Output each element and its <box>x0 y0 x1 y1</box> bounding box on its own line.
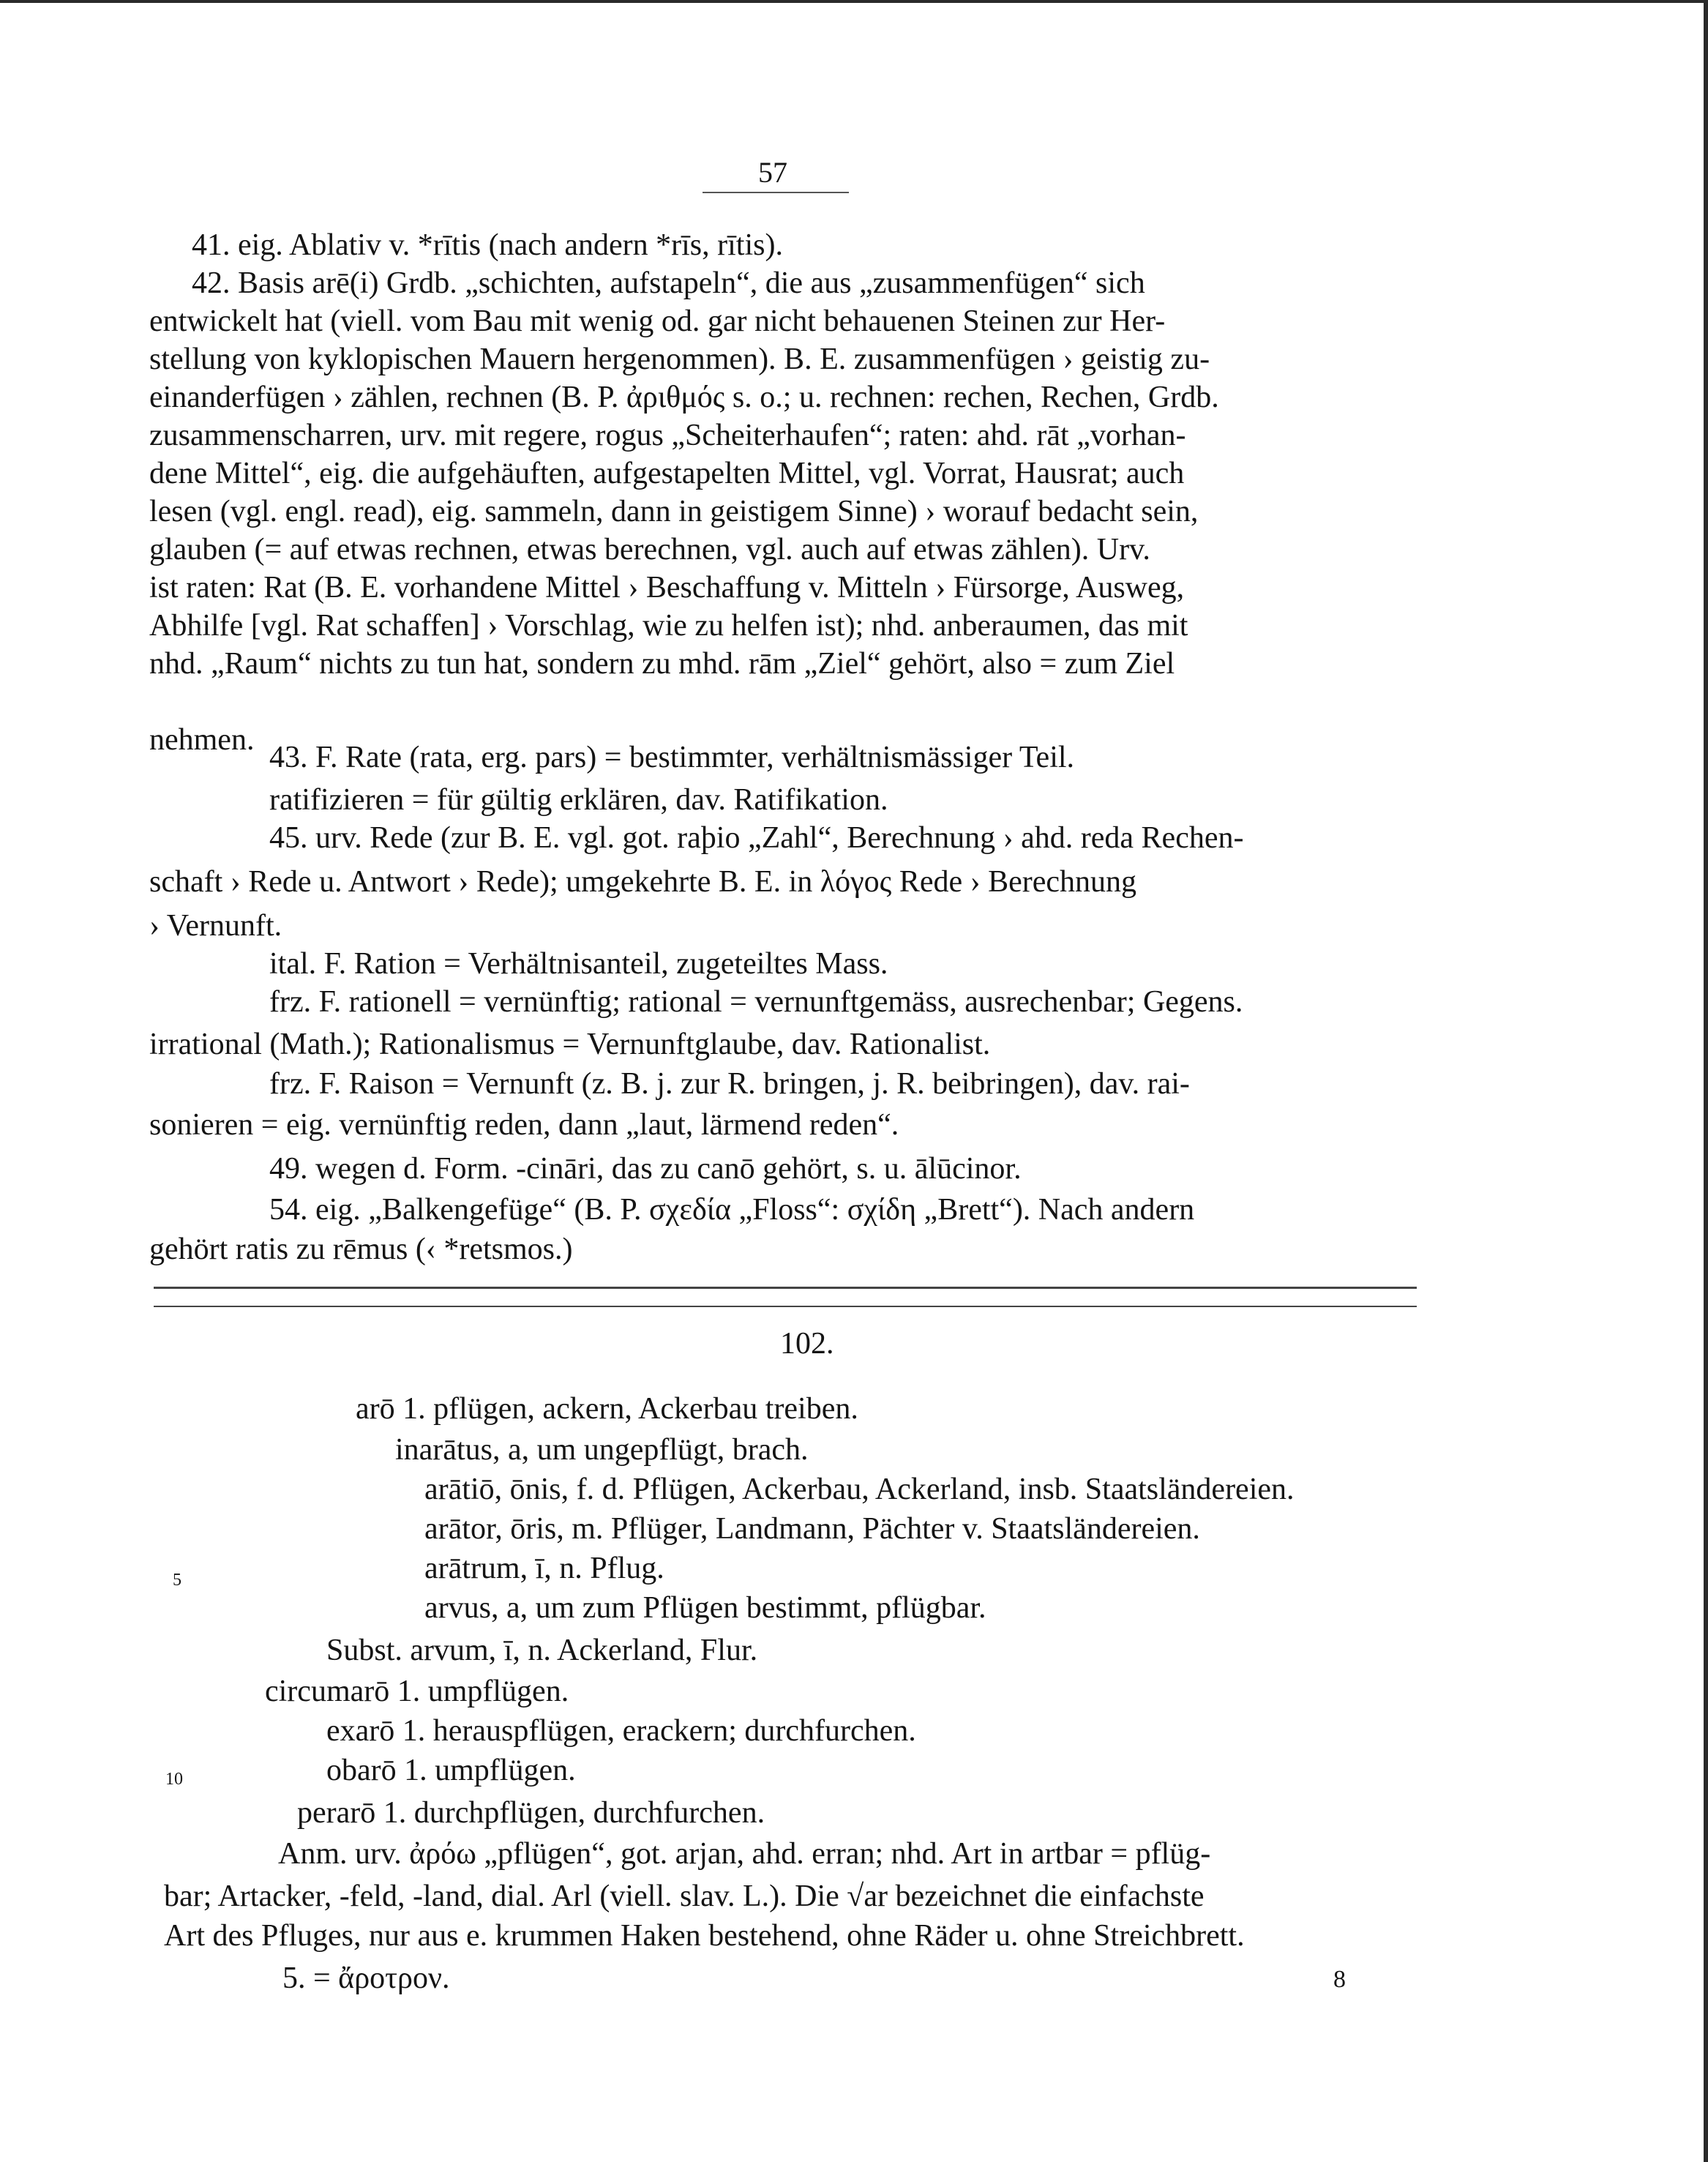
note-line: 45. urv. Rede (zur B. E. vgl. got. raþio „Zahl“, Berechnung › ahd. reda Rechen- <box>269 821 1244 855</box>
entry-line: Subst. arvum, ī, n. Ackerland, Flur. <box>326 1634 758 1667</box>
entry-line: arātiō, ōnis, f. d. Pflügen, Ackerbau, Ackerland, insb. Staatsländereien. <box>424 1473 1295 1506</box>
note-line: 49. wegen d. Form. -cināri, das zu canō gehört, s. u. ālūcinor. <box>269 1152 1022 1186</box>
annotation-line: Art des Pfluges, nur aus e. krummen Haken bestehend, ohne Räder u. ohne Streichbrett. <box>164 1919 1245 1953</box>
line-number: 5 <box>173 1571 181 1590</box>
note-line: zusammenscharren, urv. mit regere, rogus „Scheiterhaufen“; raten: ahd. rāt „vorhan- <box>149 419 1186 452</box>
note-line: glauben (= auf etwas rechnen, etwas berechnen, vgl. auch auf etwas zählen). Urv. <box>149 533 1150 566</box>
line-number: 10 <box>165 1770 183 1789</box>
entry-line: circumarō 1. umpflügen. <box>265 1675 569 1708</box>
note-line: 41. eig. Ablativ v. *rītis (nach andern *rīs, rītis). <box>192 228 783 262</box>
note-line: gehört ratis zu rēmus (‹ *retsmos.) <box>149 1233 573 1266</box>
separator-rule <box>154 1287 1417 1289</box>
note-line: ratifizieren = für gültig erklären, dav. Ratifikation. <box>269 783 888 817</box>
note-line: Abhilfe [vgl. Rat schaffen] › Vorschlag, wie zu helfen ist); nhd. anberaumen, das mit <box>149 609 1188 643</box>
note-line: frz. F. Raison = Vernunft (z. B. j. zur R. bringen, j. R. beibringen), dav. rai- <box>269 1067 1190 1101</box>
note-line: 42. Basis arē(i) Grdb. „schichten, aufstapeln“, die aus „zusammenfügen“ sich <box>192 266 1145 300</box>
entry-line: inarātus, a, um ungepflügt, brach. <box>395 1433 809 1467</box>
note-line: irrational (Math.); Rationalismus = Vernunftglaube, dav. Rationalist. <box>149 1028 991 1061</box>
top-page-number: 57 <box>758 156 787 189</box>
note-line: stellung von kyklopischen Mauern hergenommen). B. E. zusammenfügen › geistig zu- <box>149 343 1210 376</box>
annotation-line: Anm. urv. ἀρόω „pflügen“, got. arjan, ahd. erran; nhd. Art in artbar = pflüg- <box>278 1837 1211 1871</box>
entry-line: perarō 1. durchpflügen, durchfurchen. <box>297 1796 765 1830</box>
entry-line: arātrum, ī, n. Pflug. <box>424 1552 664 1585</box>
note-line: sonieren = eig. vernünftig reden, dann „laut, lärmend reden“. <box>149 1108 899 1142</box>
note-line: ital. F. Ration = Verhältnisanteil, zugeteiltes Mass. <box>269 947 888 981</box>
page-number-rule <box>703 192 849 193</box>
note-line: 43. F. Rate (rata, erg. pars) = bestimmter, verhältnismässiger Teil. <box>269 741 1075 774</box>
entry-line: arātor, ōris, m. Pflüger, Landmann, Pächter v. Staatsländereien. <box>424 1512 1200 1546</box>
annotation-line: bar; Artacker, -feld, -land, dial. Arl (viell. slav. L.). Die √ar bezeichnet die einfachste <box>164 1879 1205 1913</box>
note-line: frz. F. rationell = vernünftig; rational = vernunftgemäss, ausrechenbar; Gegens. <box>269 985 1243 1019</box>
section-heading: 102. <box>780 1327 834 1361</box>
separator-rule-lower <box>154 1306 1417 1307</box>
note-line: entwickelt hat (viell. vom Bau mit wenig od. gar nicht behauenen Steinen zur Her- <box>149 304 1166 338</box>
note-line: einanderfügen › zählen, rechnen (B. P. ἀριθμός s. o.; u. rechnen: rechen, Rechen, Grdb. <box>149 381 1219 414</box>
entry-line: arvus, a, um zum Pflügen bestimmt, pflügbar. <box>424 1591 986 1625</box>
note-line: ist raten: Rat (B. E. vorhandene Mittel › Beschaffung v. Mitteln › Fürsorge, Ausweg, <box>149 571 1185 605</box>
footnote: 5. = ἄροτρον. <box>282 1961 450 1995</box>
bottom-page-number: 8 <box>1333 1966 1346 1993</box>
note-line: nehmen. <box>149 723 255 757</box>
note-line: › Vernunft. <box>149 909 282 943</box>
note-line: dene Mittel“, eig. die aufgehäuften, aufgestapelten Mittel, vgl. Vorrat, Hausrat; auch <box>149 457 1185 490</box>
entry-line: exarō 1. herauspflügen, erackern; durchfurchen. <box>326 1714 916 1748</box>
note-line: lesen (vgl. engl. read), eig. sammeln, dann in geistigem Sinne) › worauf bedacht sein, <box>149 495 1199 528</box>
scan-border-right <box>1704 0 1708 2162</box>
note-line: 54. eig. „Balkengefüge“ (B. P. σχεδία „Floss“: σχίδη „Brett“). Nach andern <box>269 1193 1195 1227</box>
entry-line: obarō 1. umpflügen. <box>326 1754 576 1787</box>
entry-line: arō 1. pflügen, ackern, Ackerbau treiben. <box>356 1392 858 1426</box>
scan-border-top <box>0 0 1708 3</box>
note-line: nhd. „Raum“ nichts zu tun hat, sondern zu mhd. rām „Ziel“ gehört, also = zum Ziel <box>149 647 1175 681</box>
note-line: schaft › Rede u. Antwort › Rede); umgekehrte B. E. in λόγος Rede › Berechnung <box>149 865 1137 899</box>
